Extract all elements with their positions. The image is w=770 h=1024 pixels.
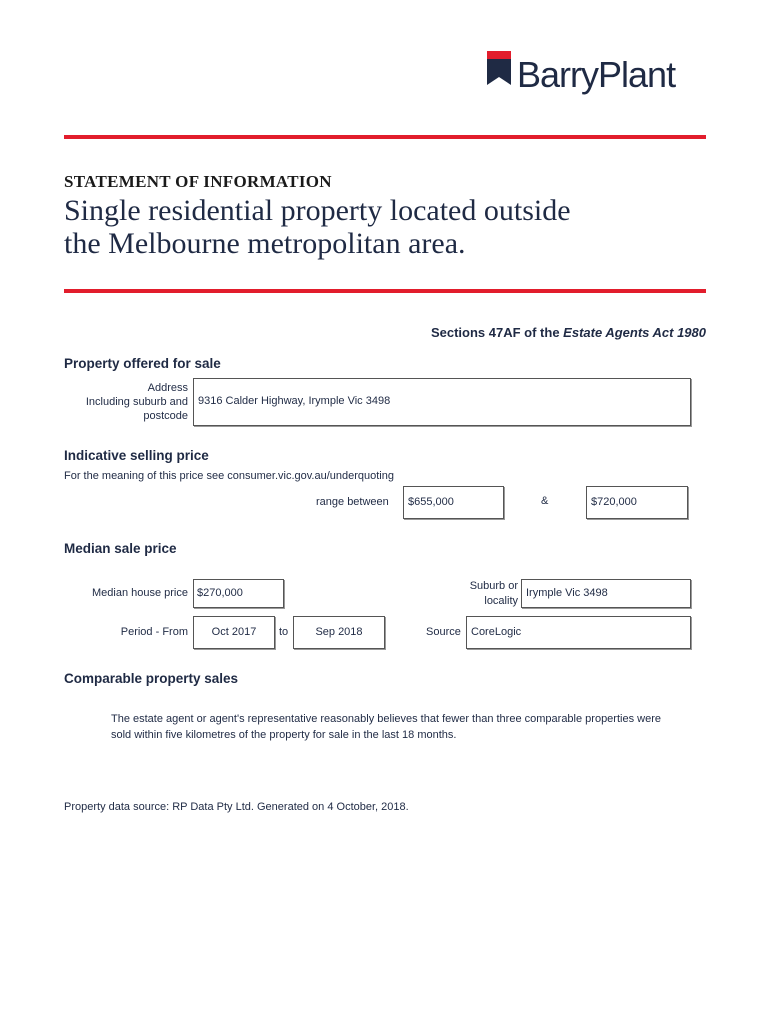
comparable-heading: Comparable property sales — [64, 671, 239, 686]
act-name: Estate Agents Act 1980 — [563, 325, 706, 340]
suburb-field — [521, 579, 691, 608]
suburb-value: Irymple Vic 3498 — [526, 587, 608, 599]
price-high-value: $720,000 — [591, 496, 637, 508]
page-title — [64, 194, 704, 260]
data-source-footer: Property data source: RP Data Pty Ltd. Generated on 4 October, 2018. — [64, 801, 409, 813]
price-low-value: $655,000 — [408, 496, 454, 508]
address-field — [193, 378, 691, 426]
period-to-value: Sep 2018 — [315, 626, 363, 638]
median-house-label: Median house price — [91, 587, 188, 599]
period-label: Period - From — [120, 626, 188, 638]
indicative-heading: Indicative selling price — [64, 448, 209, 463]
statement-label: STATEMENT OF INFORMATION — [64, 172, 332, 191]
range-label: range between — [316, 496, 389, 508]
median-heading: Median sale price — [64, 541, 177, 556]
suburb-label-line-1: Suburb or — [469, 580, 518, 592]
top-divider — [64, 135, 706, 139]
price-high-field — [586, 486, 688, 519]
address-value: 9316 Calder Highway, Irymple Vic 3498 — [198, 395, 391, 407]
median-house-value: $270,000 — [197, 587, 243, 599]
comparable-text — [111, 711, 711, 743]
suburb-label — [470, 579, 518, 609]
suburb-label-line-2: locality — [484, 595, 518, 607]
period-from-value: Oct 2017 — [211, 626, 257, 638]
comparable-text-line-1: The estate agent or agent's representative reasonably believes that fewer than three comparable properties were — [111, 713, 661, 725]
title-line-2: the Melbourne metropolitan area. — [64, 227, 466, 260]
address-label-line-3: postcode — [143, 410, 188, 422]
ampersand-label: & — [541, 495, 549, 507]
act-reference — [431, 325, 706, 340]
logo-flag-icon — [487, 51, 511, 85]
source-value: CoreLogic — [471, 626, 522, 638]
source-field — [466, 616, 691, 649]
source-label: Source — [426, 626, 461, 638]
to-label: to — [279, 626, 289, 638]
brand-logo-text: BarryPlant — [517, 54, 676, 95]
comparable-text-line-2: sold within five kilometres of the property for sale in the last 18 months. — [111, 729, 457, 741]
underquoting-note: For the meaning of this price see consumer.vic.gov.au/underquoting — [64, 470, 394, 482]
median-house-field — [193, 579, 284, 608]
address-label-line-1: Address — [147, 382, 188, 394]
period-to-field — [293, 616, 385, 649]
bottom-divider — [64, 289, 706, 293]
period-from-field — [193, 616, 275, 649]
title-line-1: Single residential property located outside — [64, 194, 571, 227]
address-label — [86, 381, 188, 423]
act-prefix: Sections 47AF of the — [430, 325, 564, 340]
price-low-field — [403, 486, 504, 519]
property-heading: Property offered for sale — [64, 356, 221, 371]
address-label-line-2: Including suburb and — [85, 396, 188, 408]
